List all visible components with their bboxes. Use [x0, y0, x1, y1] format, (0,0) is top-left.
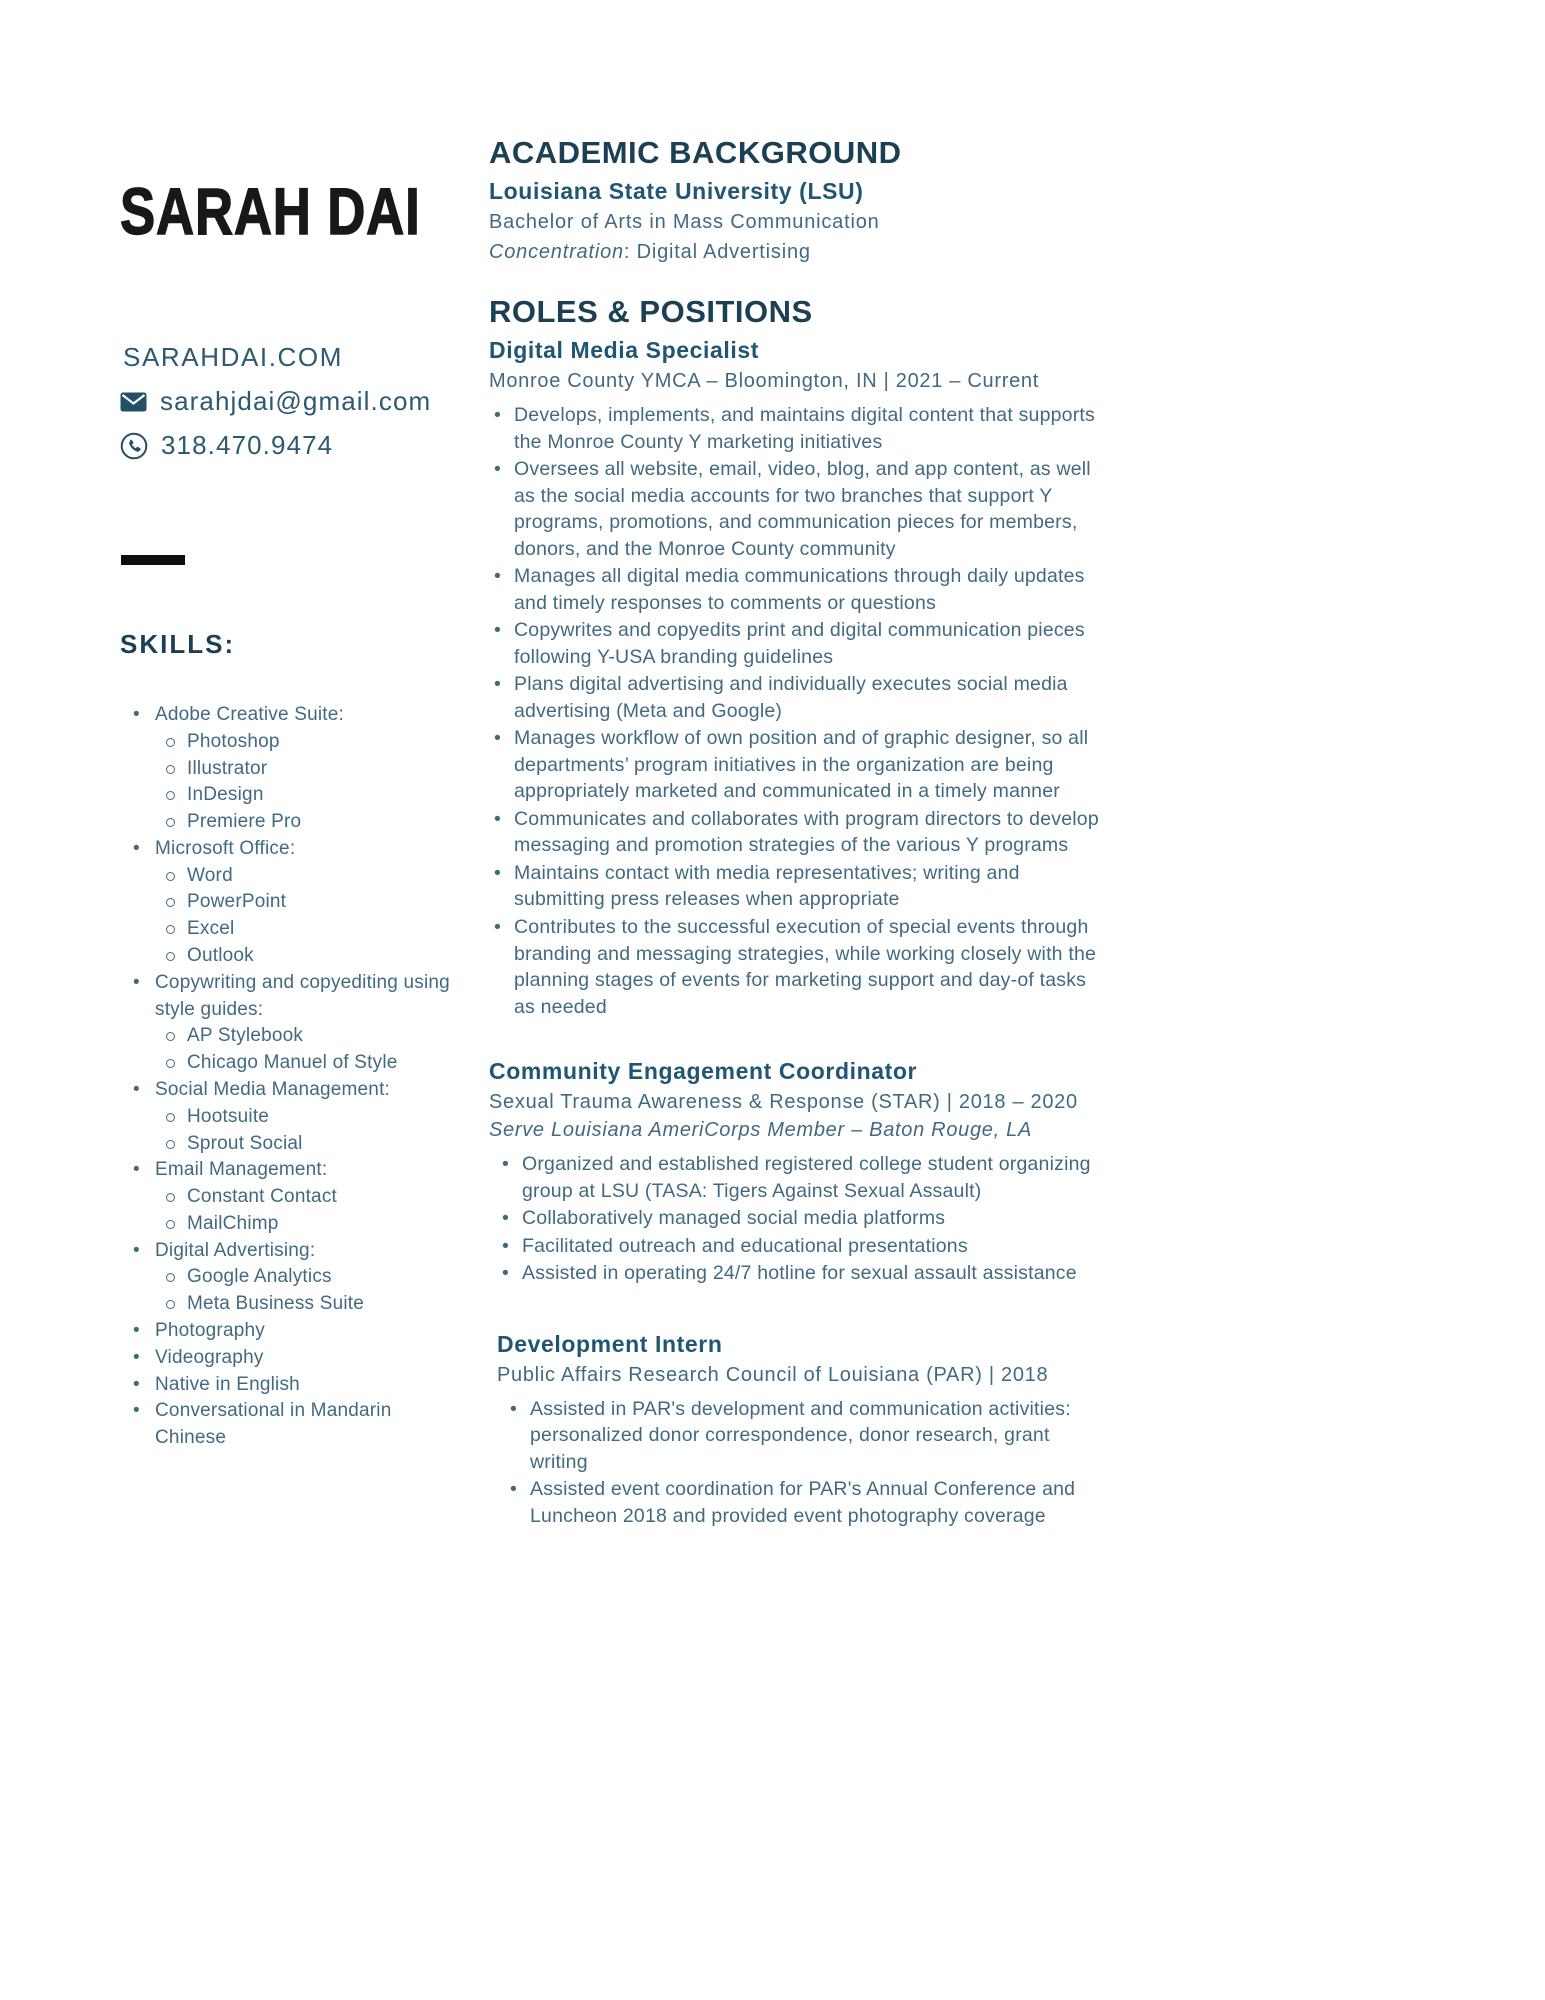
skill-sub-item: Sprout Social [120, 1131, 456, 1158]
skill-item: • Conversational in Mandarin Chinese [120, 1398, 456, 1452]
skill-sub-item: Photoshop [120, 729, 456, 756]
section-academic-background [489, 136, 1101, 265]
role-org-line: Public Affairs Research Council of Louisiana (PAR) | 2018 [497, 1363, 1049, 1386]
website-url: SARAHDAI.COM [123, 342, 344, 372]
bullet-item: • Assisted in PAR's development and communication activities: personalized donor correspondence, donor research, grant writing [497, 1396, 1101, 1476]
roles-heading: ROLES & POSITIONS [489, 294, 813, 330]
bullet-item: • Facilitated outreach and educational presentations [489, 1233, 1101, 1260]
role-development-intern [489, 1331, 1101, 1530]
contact-block [120, 342, 456, 461]
skill-item: • Microsoft Office: [120, 836, 456, 863]
skill-sub-item: Google Analytics [120, 1264, 456, 1291]
skill-item: • Photography [120, 1318, 456, 1345]
bullet-item: • Maintains contact with media representatives; writing and submitting press releases when appropriate [489, 860, 1101, 913]
person-name: SARAH DAI [120, 174, 421, 248]
skill-sub-item: Word [120, 863, 456, 890]
concentration [489, 239, 1101, 265]
role-title: Community Engagement Coordinator [489, 1058, 918, 1085]
concentration-value: : Digital Advertising [623, 241, 811, 264]
skill-sub-item: Hootsuite [120, 1104, 456, 1131]
skill-item: • Copywriting and copyediting using style guides: [120, 970, 456, 1024]
bullet-item: • Manages workflow of own position and of graphic designer, so all departments’ program initiatives in the organization are being appropriately marketed and communicated in a timely manner [489, 725, 1101, 805]
skill-sub-item: Premiere Pro [120, 809, 456, 836]
bullet-item: • Communicates and collaborates with program directors to develop messaging and promotion strategies of the various Y programs [489, 806, 1101, 859]
role-bullets [497, 1396, 1101, 1530]
bullet-item: • Plans digital advertising and individually executes social media advertising (Meta and Google) [489, 671, 1101, 724]
phone-number: 318.470.9474 [161, 430, 334, 460]
skill-sub-item: Outlook [120, 943, 456, 970]
role-title: Digital Media Specialist [489, 337, 760, 364]
skill-item: • Native in English [120, 1372, 456, 1399]
bullet-item: • Oversees all website, email, video, blog, and app content, as well as the social media accounts for two branches that support Y programs, promotions, and communication pieces for members, donors, and the Monroe County community [489, 456, 1101, 562]
role-community-engagement-coordinator [489, 1058, 1101, 1287]
bullet-item: • Assisted event coordination for PAR's Annual Conference and Luncheon 2018 and provided event photography coverage [497, 1476, 1101, 1529]
phone-icon [120, 432, 148, 460]
skill-sub-item: InDesign [120, 782, 456, 809]
skill-sub-item: MailChimp [120, 1211, 456, 1238]
skill-item: • Social Media Management: [120, 1077, 456, 1104]
school-name: Louisiana State University (LSU) [489, 178, 864, 205]
skill-sub-item: AP Stylebook [120, 1023, 456, 1050]
skills-heading: SKILLS: [120, 629, 236, 659]
skill-sub-item: Illustrator [120, 756, 456, 783]
right-column [489, 136, 1101, 1529]
divider-bar [121, 555, 185, 565]
email-icon [120, 392, 147, 412]
role-bullets [489, 1151, 1101, 1287]
phone-row [120, 430, 456, 461]
skill-item: • Email Management: [120, 1157, 456, 1184]
degree: Bachelor of Arts in Mass Communication [489, 211, 880, 234]
concentration-label: Concentration [489, 241, 624, 264]
role-digital-media-specialist [489, 337, 1101, 1020]
skill-sub-item: Constant Contact [120, 1184, 456, 1211]
role-org-subline: Serve Louisiana AmeriCorps Member – Baton Rouge, LA [489, 1119, 1032, 1142]
skill-item: • Adobe Creative Suite: [120, 702, 456, 729]
role-org-line: Sexual Trauma Awareness & Response (STAR) | 2018 – 2020 [489, 1091, 1078, 1114]
bullet-item: • Manages all digital media communications through daily updates and timely responses to comments or questions [489, 563, 1101, 616]
bullet-item: • Develops, implements, and maintains digital content that supports the Monroe County Y marketing initiatives [489, 402, 1101, 455]
skill-item: • Videography [120, 1345, 456, 1372]
bullet-item: • Assisted in operating 24/7 hotline for sexual assault assistance [489, 1260, 1101, 1287]
email-address: sarahjdai@gmail.com [160, 386, 432, 416]
role-bullets [489, 402, 1101, 1020]
skill-sub-item: Meta Business Suite [120, 1291, 456, 1318]
role-org-line: Monroe County YMCA – Bloomington, IN | 2021 – Current [489, 370, 1039, 393]
bullet-item: • Collaboratively managed social media platforms [489, 1205, 1101, 1232]
skill-sub-item: PowerPoint [120, 889, 456, 916]
section-roles-positions [489, 295, 1101, 1529]
bullet-item: • Contributes to the successful execution of special events through branding and messaging strategies, while working closely with the planning stages of events for marketing support and day-of tasks as needed [489, 914, 1101, 1020]
bullet-item: • Copywrites and copyedits print and digital communication pieces following Y-USA branding guidelines [489, 617, 1101, 670]
skill-sub-item: Excel [120, 916, 456, 943]
left-column [120, 174, 456, 1452]
skill-item: • Digital Advertising: [120, 1238, 456, 1265]
skills-list [120, 702, 456, 1452]
skill-sub-item: Chicago Manuel of Style [120, 1050, 456, 1077]
email-row [120, 386, 456, 417]
role-title: Development Intern [497, 1330, 723, 1357]
bullet-item: • Organized and established registered college student organizing group at LSU (TASA: Tigers Against Sexual Assault) [489, 1151, 1101, 1204]
academic-heading: ACADEMIC BACKGROUND [489, 135, 902, 170]
